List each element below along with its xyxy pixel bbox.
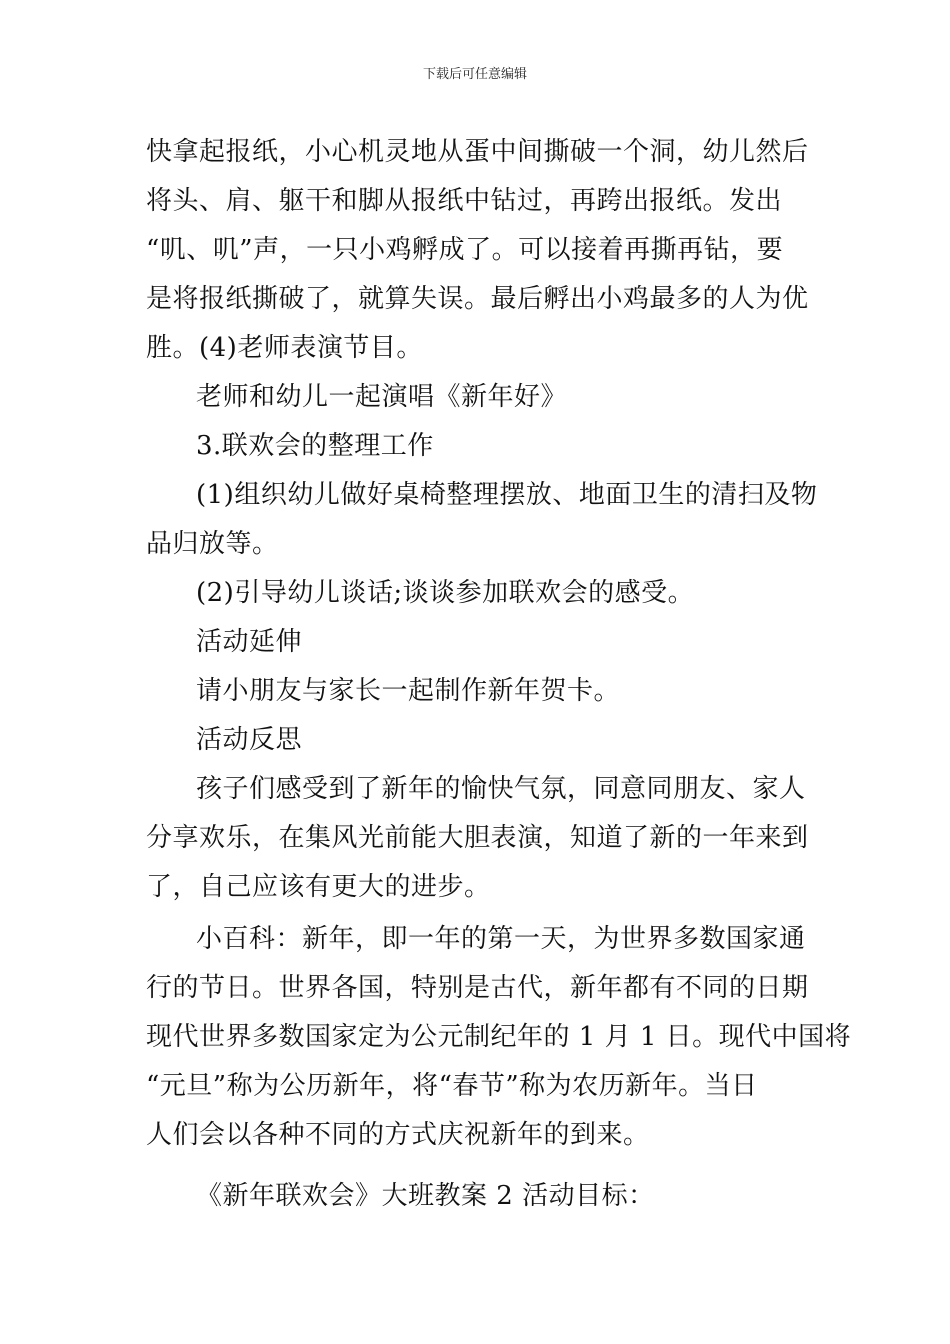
text-line: 现代世界多数国家定为公元制纪年的 1 月 1 日。现代中国将 bbox=[146, 1022, 852, 1052]
text-line: (1)组织幼儿做好桌椅整理摆放、地面卫生的清扫及物 bbox=[196, 480, 818, 510]
section-heading: 活动反思 bbox=[196, 725, 303, 755]
text-line: “叽、叽”声，一只小鸡孵成了。可以接着再撕再钻，要 bbox=[146, 235, 784, 265]
text-line: 将头、肩、躯干和脚从报纸中钻过，再跨出报纸。发出 bbox=[146, 186, 783, 216]
text-line: 请小朋友与家长一起制作新年贺卡。 bbox=[196, 676, 621, 706]
text-line: (2)引导幼儿谈话;谈谈参加联欢会的感受。 bbox=[196, 578, 695, 608]
text-line: 分享欢乐，在集风光前能大胆表演，知道了新的一年来到 bbox=[146, 823, 809, 853]
page-header: 下载后可任意编辑 bbox=[422, 67, 527, 82]
text-line: “元旦”称为公历新年，将“春节”称为农历新年。当日 bbox=[146, 1071, 758, 1101]
text-line: 老师和幼儿一起演唱《新年好》 bbox=[196, 382, 568, 412]
section-heading: 3.联欢会的整理工作 bbox=[196, 431, 434, 461]
text-line: 品归放等。 bbox=[146, 529, 279, 559]
text-line: 孩子们感受到了新年的愉快气氛，同意同朋友、家人 bbox=[196, 774, 806, 804]
section-heading: 《新年联欢会》大班教案 2 活动目标： bbox=[196, 1181, 655, 1211]
text-line: 了，自己应该有更大的进步。 bbox=[146, 872, 491, 902]
text-line: 小百科：新年，即一年的第一天，为世界多数国家通 bbox=[196, 924, 806, 954]
text-line: 人们会以各种不同的方式庆祝新年的到来。 bbox=[146, 1120, 650, 1150]
text-line: 行的节日。世界各国，特别是古代，新年都有不同的日期 bbox=[146, 973, 809, 1003]
text-line: 是将报纸撕破了，就算失误。最后孵出小鸡最多的人为优 bbox=[146, 284, 809, 314]
section-heading: 活动延伸 bbox=[196, 627, 303, 657]
text-line: 快拿起报纸，小心机灵地从蛋中间撕破一个洞，幼儿然后 bbox=[146, 137, 809, 167]
text-line: 胜。(4)老师表演节目。 bbox=[146, 333, 423, 363]
